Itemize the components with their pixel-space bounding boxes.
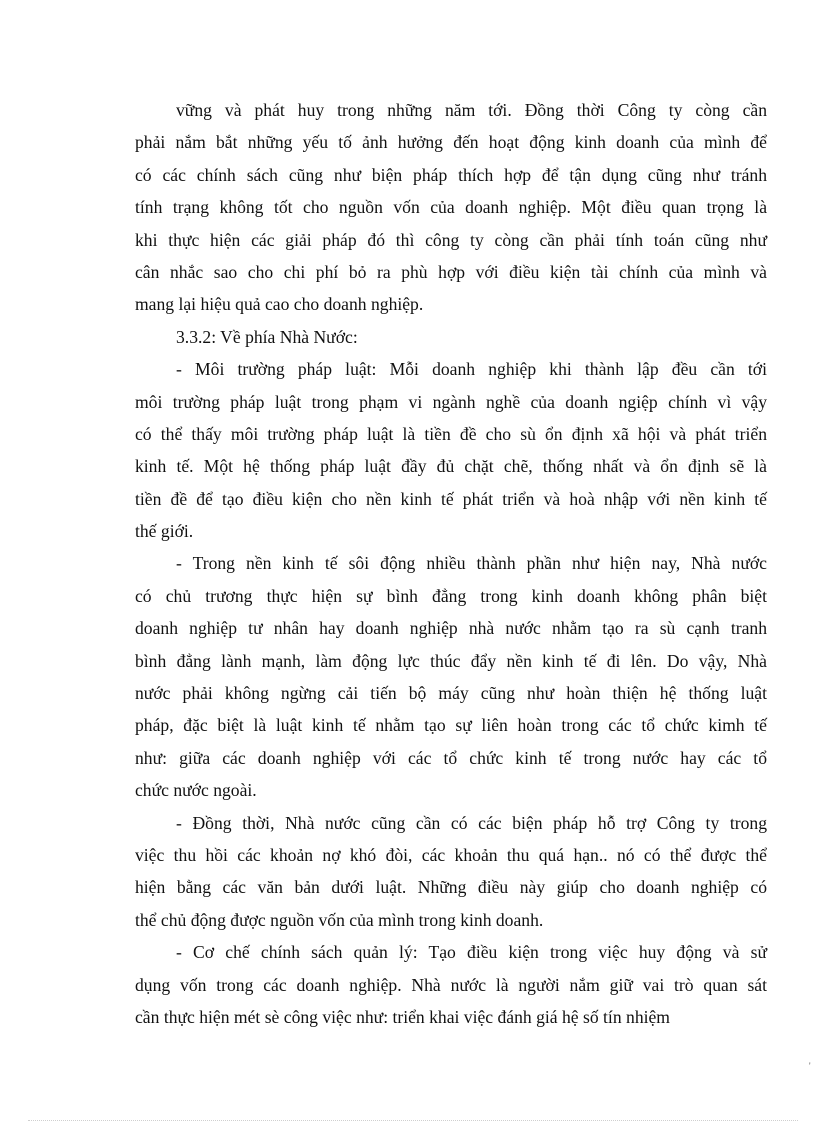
text-line: như: giữa các doanh nghiệp với các tổ chức kinh tế trong nước hay các tổ bbox=[135, 747, 767, 768]
text-line: - Trong nền kinh tế sôi động nhiều thành phần như hiện nay, Nhà nước bbox=[176, 553, 767, 574]
text-line: phải nắm bắt những yếu tố ảnh hưởng đến hoạt động kinh doanh của mình để bbox=[135, 132, 767, 153]
text-line: mang lại hiệu quả cao cho doanh nghiệp. bbox=[135, 294, 424, 315]
text-line: có chủ trương thực hiện sự bình đẳng trong kinh doanh không phân biệt bbox=[135, 585, 767, 606]
text-line: vững và phát huy trong những năm tới. Đồng thời Công ty còng cần bbox=[176, 100, 767, 120]
text-line: tính trạng không tốt cho nguồn vốn của doanh nghiệp. Một điều quan trọng là bbox=[135, 197, 767, 218]
text-line: tiền đề để tạo điều kiện cho nền kinh tế phát triển và hoà nhập với nền kinh tế bbox=[135, 488, 767, 509]
text-line: cân nhắc sao cho chi phí bỏ ra phù hợp với điều kiện tài chính của mình và bbox=[135, 261, 767, 282]
text-line: doanh nghiệp tư nhân hay doanh nghiệp nhà nước nhằm tạo ra sù cạnh tranh bbox=[135, 618, 767, 639]
text-line: khi thực hiện các giải pháp đó thì công ty còng cần phải tính toán cũng như bbox=[135, 229, 767, 250]
text-line: - Môi trường pháp luật: Mỗi doanh nghiệp khi thành lập đều cần tới bbox=[176, 359, 767, 380]
text-line: có các chính sách cũng như biện pháp thích hợp để tận dụng cũng như tránh bbox=[135, 164, 767, 185]
document-body bbox=[135, 94, 767, 1033]
text-line: - Đồng thời, Nhà nước cũng cần có các biện pháp hỗ trợ Công ty trong bbox=[176, 812, 767, 833]
text-line: hiện bằng các văn bản dưới luật. Những điều này giúp cho doanh nghiệp có bbox=[135, 877, 767, 898]
text-line: - Cơ chế chính sách quản lý: Tạo điều kiện trong việc huy động và sử bbox=[176, 942, 767, 963]
text-line: nước phải không ngừng cải tiến bộ máy cũng như hoàn thiện hệ thống luật bbox=[135, 683, 767, 704]
text-line: bình đẳng lành mạnh, làm động lực thúc đẩy nền kinh tế đi lên. Do vậy, Nhà bbox=[135, 650, 767, 671]
text-line: kinh tế. Một hệ thống pháp luật đầy đủ chặt chẽ, thống nhất và ổn định sẽ là bbox=[135, 456, 767, 477]
text-line: môi trường pháp luật trong phạm vi ngành nghề của doanh ngiệp chính vì vậy bbox=[135, 391, 767, 412]
section-heading: 3.3.2: Về phía Nhà Nước: bbox=[176, 326, 358, 347]
text-line: thế giới. bbox=[135, 521, 194, 542]
text-line: pháp, đặc biệt là luật kinh tế nhằm tạo sự liên hoàn trong các tổ chức kimh tế bbox=[135, 715, 767, 736]
text-line: có thể thấy môi trường pháp luật là tiền đề cho sù ổn định xã hội và phát triển bbox=[135, 423, 767, 444]
page-bottom-rule bbox=[28, 1120, 798, 1121]
text-line: thể chủ động được nguồn vốn của mình trong kinh doanh. bbox=[135, 909, 544, 930]
corner-mark: ' bbox=[809, 1061, 811, 1071]
text-line: chức nước ngoài. bbox=[135, 780, 257, 801]
text-line: dụng vốn trong các doanh nghiệp. Nhà nước là người nắm giữ vai trò quan sát bbox=[135, 974, 767, 995]
text-line: cần thực hiện mét sè công việc như: triển khai việc đánh giá hệ số tín nhiệm bbox=[135, 1006, 670, 1027]
text-line: việc thu hồi các khoản nợ khó đòi, các khoản thu quá hạn.. nó có thể được thể bbox=[135, 844, 767, 865]
